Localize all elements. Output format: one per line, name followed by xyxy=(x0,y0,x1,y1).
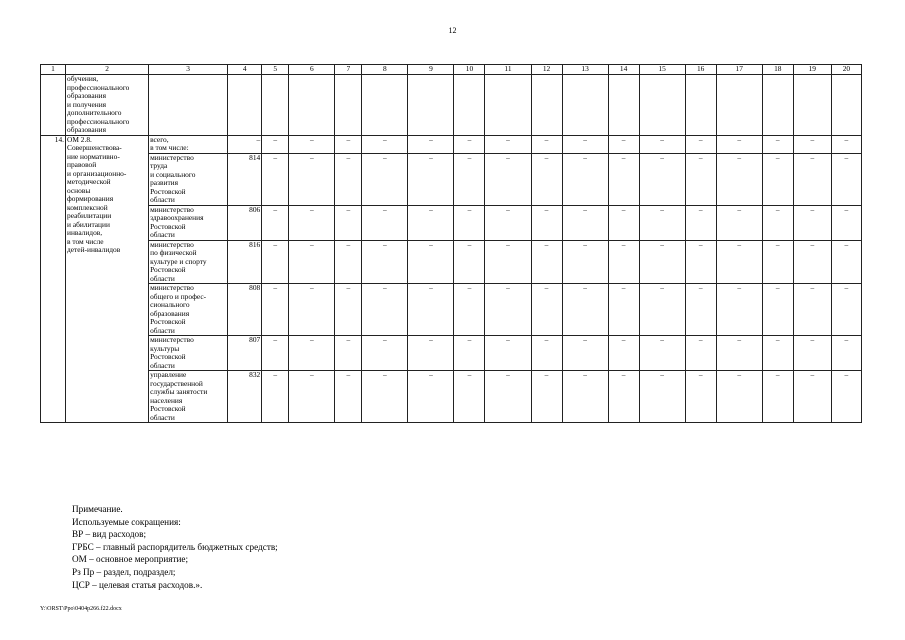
executor-cell: министерство труда и социального развития Ростовской области xyxy=(149,153,228,205)
value-cell: – xyxy=(716,240,762,284)
file-path: Y:\ORST\Ppo\0404p266.f22.docx xyxy=(40,606,122,612)
value-cell: – xyxy=(762,153,793,205)
value-cell: – xyxy=(454,371,485,423)
notes-block xyxy=(72,503,278,591)
executor-cell: управление государственной службы занятости населения Ростовской области xyxy=(149,371,228,423)
value-cell: – xyxy=(531,371,562,423)
value-cell: – xyxy=(335,336,362,371)
note-line: ГРБС – главный распорядитель бюджетных средств; xyxy=(72,541,278,552)
value-cell: – xyxy=(716,205,762,240)
value-cell: – xyxy=(362,336,408,371)
executor-cell: министерство по физической культуре и спорту Ростовской области xyxy=(149,240,228,284)
value-cell: – xyxy=(262,205,289,240)
value-cell: – xyxy=(562,336,608,371)
header-cell: 17 xyxy=(716,65,762,75)
empty-cell xyxy=(485,75,531,136)
value-cell: – xyxy=(531,240,562,284)
value-cell: – xyxy=(408,135,454,153)
header-cell: 4 xyxy=(228,65,262,75)
table-row xyxy=(41,240,862,284)
empty-cell xyxy=(262,75,289,136)
value-cell: – xyxy=(762,371,793,423)
value-cell: – xyxy=(485,371,531,423)
value-cell: – xyxy=(531,205,562,240)
note-line: ЦСР – целевая статья расходов.». xyxy=(72,579,203,590)
empty-cell xyxy=(228,75,262,136)
value-cell: – xyxy=(485,153,531,205)
value-cell: – xyxy=(831,284,861,336)
empty-cell xyxy=(639,75,685,136)
value-cell: – xyxy=(531,135,562,153)
value-cell: – xyxy=(362,153,408,205)
value-cell: – xyxy=(335,371,362,423)
header-cell: 2 xyxy=(66,65,149,75)
grbs-code-cell: 808 xyxy=(228,284,262,336)
value-cell: – xyxy=(262,153,289,205)
value-cell: – xyxy=(262,371,289,423)
value-cell: – xyxy=(793,284,831,336)
value-cell: – xyxy=(639,205,685,240)
value-cell: – xyxy=(262,240,289,284)
value-cell: – xyxy=(639,371,685,423)
value-cell: – xyxy=(639,336,685,371)
value-cell: – xyxy=(562,284,608,336)
value-cell: – xyxy=(608,371,639,423)
value-cell: – xyxy=(716,371,762,423)
header-row xyxy=(41,65,862,75)
empty-cell xyxy=(149,75,228,136)
value-cell: – xyxy=(289,284,335,336)
value-cell: – xyxy=(639,240,685,284)
value-cell: – xyxy=(289,153,335,205)
measure-cell: обучения, профессионального образования и получения дополнительного профессионального образования xyxy=(66,75,149,136)
header-cell: 15 xyxy=(639,65,685,75)
header-cell: 3 xyxy=(149,65,228,75)
budget-table xyxy=(40,64,862,423)
value-cell: – xyxy=(685,336,716,371)
value-cell: – xyxy=(262,135,289,153)
header-cell: 5 xyxy=(262,65,289,75)
executor-cell: министерство здравоохранения Ростовской области xyxy=(149,205,228,240)
empty-cell xyxy=(716,75,762,136)
value-cell: – xyxy=(531,336,562,371)
executor-cell: всего, в том числе: xyxy=(149,135,228,153)
value-cell: – xyxy=(408,240,454,284)
value-cell: – xyxy=(685,135,716,153)
value-cell: – xyxy=(793,371,831,423)
value-cell: – xyxy=(793,153,831,205)
value-cell: – xyxy=(485,336,531,371)
value-cell: – xyxy=(762,284,793,336)
value-cell: – xyxy=(762,240,793,284)
value-cell: – xyxy=(362,205,408,240)
grbs-code-cell: 816 xyxy=(228,240,262,284)
executor-cell: министерство общего и профес- сионального образования Ростовской области xyxy=(149,284,228,336)
empty-cell xyxy=(562,75,608,136)
header-cell: 14 xyxy=(608,65,639,75)
measure-cell: ОМ 2.8. Совершенствова- ние нормативно- правовой и организационно- методической основы формирования комплексной реабилитации и абилитации инвалидов, в том числе детей-инвалидов xyxy=(66,135,149,423)
value-cell: – xyxy=(335,284,362,336)
header-cell: 13 xyxy=(562,65,608,75)
value-cell: – xyxy=(562,240,608,284)
value-cell: – xyxy=(531,284,562,336)
grbs-code-cell: 807 xyxy=(228,336,262,371)
value-cell: – xyxy=(831,135,861,153)
value-cell: – xyxy=(289,336,335,371)
table-row xyxy=(41,135,862,153)
empty-cell xyxy=(793,75,831,136)
header-cell: 1 xyxy=(41,65,66,75)
value-cell: – xyxy=(793,240,831,284)
header-cell: 20 xyxy=(831,65,861,75)
value-cell: – xyxy=(762,336,793,371)
value-cell: – xyxy=(762,205,793,240)
value-cell: – xyxy=(831,240,861,284)
value-cell: – xyxy=(408,284,454,336)
value-cell: – xyxy=(608,205,639,240)
header-cell: 19 xyxy=(793,65,831,75)
value-cell: – xyxy=(335,205,362,240)
value-cell: – xyxy=(408,153,454,205)
table-row xyxy=(41,205,862,240)
header-cell: 18 xyxy=(762,65,793,75)
value-cell: – xyxy=(485,240,531,284)
value-cell: – xyxy=(262,336,289,371)
value-cell: – xyxy=(716,336,762,371)
value-cell: – xyxy=(454,205,485,240)
value-cell: – xyxy=(531,153,562,205)
value-cell: – xyxy=(793,205,831,240)
continuation-row xyxy=(41,75,862,136)
value-cell: – xyxy=(831,205,861,240)
header-cell: 9 xyxy=(408,65,454,75)
value-cell: – xyxy=(608,240,639,284)
table-row xyxy=(41,371,862,423)
header-cell: 11 xyxy=(485,65,531,75)
value-cell: – xyxy=(454,336,485,371)
grbs-code-cell: – xyxy=(228,135,262,153)
value-cell: – xyxy=(608,336,639,371)
empty-cell xyxy=(454,75,485,136)
value-cell: – xyxy=(408,205,454,240)
header-cell: 12 xyxy=(531,65,562,75)
header-cell: 16 xyxy=(685,65,716,75)
empty-cell xyxy=(762,75,793,136)
value-cell: – xyxy=(362,371,408,423)
value-cell: – xyxy=(685,371,716,423)
header-cell: 10 xyxy=(454,65,485,75)
value-cell: – xyxy=(831,336,861,371)
header-cell: 8 xyxy=(362,65,408,75)
value-cell: – xyxy=(608,284,639,336)
value-cell: – xyxy=(685,240,716,284)
empty-cell xyxy=(362,75,408,136)
note-line: ВР – вид расходов; xyxy=(72,529,147,540)
value-cell: – xyxy=(608,135,639,153)
value-cell: – xyxy=(335,240,362,284)
header-cell: 7 xyxy=(335,65,362,75)
value-cell: – xyxy=(335,153,362,205)
cell-num xyxy=(41,75,66,136)
value-cell: – xyxy=(454,240,485,284)
empty-cell xyxy=(408,75,454,136)
value-cell: – xyxy=(262,284,289,336)
table-row xyxy=(41,284,862,336)
value-cell: – xyxy=(562,153,608,205)
value-cell: – xyxy=(289,135,335,153)
note-line: Рз Пр – раздел, подраздел; xyxy=(72,566,176,577)
value-cell: – xyxy=(762,135,793,153)
empty-cell xyxy=(685,75,716,136)
value-cell: – xyxy=(639,135,685,153)
value-cell: – xyxy=(408,371,454,423)
value-cell: – xyxy=(716,135,762,153)
table-row xyxy=(41,336,862,371)
value-cell: – xyxy=(639,153,685,205)
grbs-code-cell: 832 xyxy=(228,371,262,423)
note-line: ОМ – основное мероприятие; xyxy=(72,554,189,565)
row-number: 14. xyxy=(41,135,66,423)
value-cell: – xyxy=(608,153,639,205)
empty-cell xyxy=(289,75,335,136)
value-cell: – xyxy=(831,153,861,205)
notes-intro: Используемые сокращения: xyxy=(72,516,181,527)
table-row xyxy=(41,153,862,205)
grbs-code-cell: 806 xyxy=(228,205,262,240)
value-cell: – xyxy=(485,135,531,153)
value-cell: – xyxy=(362,240,408,284)
value-cell: – xyxy=(454,284,485,336)
empty-cell xyxy=(531,75,562,136)
value-cell: – xyxy=(362,135,408,153)
value-cell: – xyxy=(685,284,716,336)
value-cell: – xyxy=(289,240,335,284)
value-cell: – xyxy=(408,336,454,371)
empty-cell xyxy=(335,75,362,136)
value-cell: – xyxy=(485,284,531,336)
value-cell: – xyxy=(289,205,335,240)
value-cell: – xyxy=(562,205,608,240)
value-cell: – xyxy=(454,135,485,153)
grbs-code-cell: 814 xyxy=(228,153,262,205)
empty-cell xyxy=(831,75,861,136)
empty-cell xyxy=(608,75,639,136)
value-cell: – xyxy=(335,135,362,153)
header-cell: 6 xyxy=(289,65,335,75)
value-cell: – xyxy=(716,153,762,205)
value-cell: – xyxy=(716,284,762,336)
value-cell: – xyxy=(454,153,485,205)
notes-title: Примечание. xyxy=(72,504,123,514)
value-cell: – xyxy=(562,135,608,153)
value-cell: – xyxy=(362,284,408,336)
value-cell: – xyxy=(793,336,831,371)
value-cell: – xyxy=(289,371,335,423)
value-cell: – xyxy=(562,371,608,423)
value-cell: – xyxy=(639,284,685,336)
value-cell: – xyxy=(793,135,831,153)
executor-cell: министерство культуры Ростовской области xyxy=(149,336,228,371)
value-cell: – xyxy=(831,371,861,423)
value-cell: – xyxy=(685,205,716,240)
value-cell: – xyxy=(685,153,716,205)
page-number: 12 xyxy=(448,26,457,35)
value-cell: – xyxy=(485,205,531,240)
